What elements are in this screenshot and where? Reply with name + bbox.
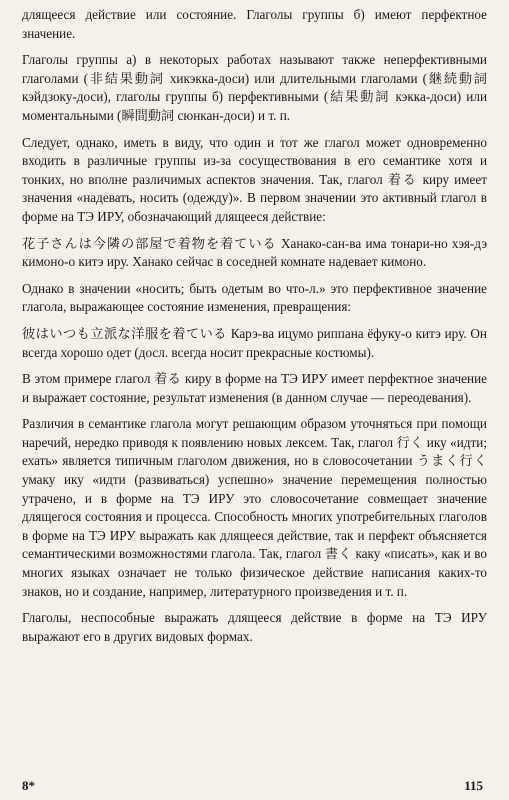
example-2: 彼はいつも立派な洋服を着ている Карэ-ва ицумо риппана ёфуку-о китэ иру. Он всегда хорошо одет (досл. всегда носит прекрасные костюмы). [22, 325, 487, 360]
paragraph-7: Глаголы, неспособные выражать длящееся действие в форме на ТЭ ИРУ выражают его в других видовых формах. [22, 610, 487, 644]
paragraph-2: Глаголы группы а) в некоторых работах называют также неперфективными глаголами (非結果動詞 хикэкка-доси) или длительными глаголами (継続動詞 кэйдзоку-доси), глаголы группы б) перфективными (結果動詞 кэкка-доси) или моментальными (瞬間動詞 сюнкан-доси) и т. п. [22, 52, 487, 123]
signature-mark: 8* [22, 778, 35, 793]
paragraph-6: Различия в семантике глагола могут решающим образом уточняться при помощи наречий, нередко приводя к появлению новых лексем. Так, глагол 行く ику «идти; ехать» является типичным глаголом движения, но в словосочетании うまく行く умаку ику «идти (развиваться) успешно» значение перемещения полностью утрачено, и в форме на ТЭ ИРУ это словосочетание совмещает значение длящегося состояния и процесса. Способность многих употребительных глаголов в форме на ТЭ ИРУ выражать как длящееся действие, так и перфект объясняется семантическими возможностями глагола. Так, глагол 書く каку «писать», как и во многих языках означает не только физическое действие написания каких-то знаков, но и создание, например, литературного произведения и т. п. [22, 416, 487, 599]
example-1: 花子さんは今隣の部屋で着物を着ている Ханако-сан-ва има тонари-но хэя-дэ кимоно-о китэ иру. Ханако сейчас в соседней комнате надевает кимоно. [22, 235, 487, 270]
paragraph-1: длящееся действие или состояние. Глаголы группы б) имеют перфектное значение. [22, 7, 487, 41]
page-number: 115 [464, 778, 483, 793]
paragraph-5: В этом примере глагол 着る киру в форме на ТЭ ИРУ имеет перфектное значение и выражает состояние, результат изменения (в данном случае — переодевания). [22, 371, 487, 405]
paragraph-4: Однако в значении «носить; быть одетым во что-л.» это перфективное значение глагола, выражающее состояние изменения, превращения: [22, 280, 487, 315]
paragraph-3: Следует, однако, иметь в виду, что один и тот же глагол может одновременно входить в различные группы из-за сосуществования в его семантике хотя и тонких, но вполне различимых аспектов значения. Так, глагол 着る киру имеет значения «надевать, носить (одежду)». В первом значении это активный глагол в форме на ТЭ ИРУ, обозначающий длящееся действие: [22, 134, 487, 224]
page-footer [22, 778, 483, 794]
